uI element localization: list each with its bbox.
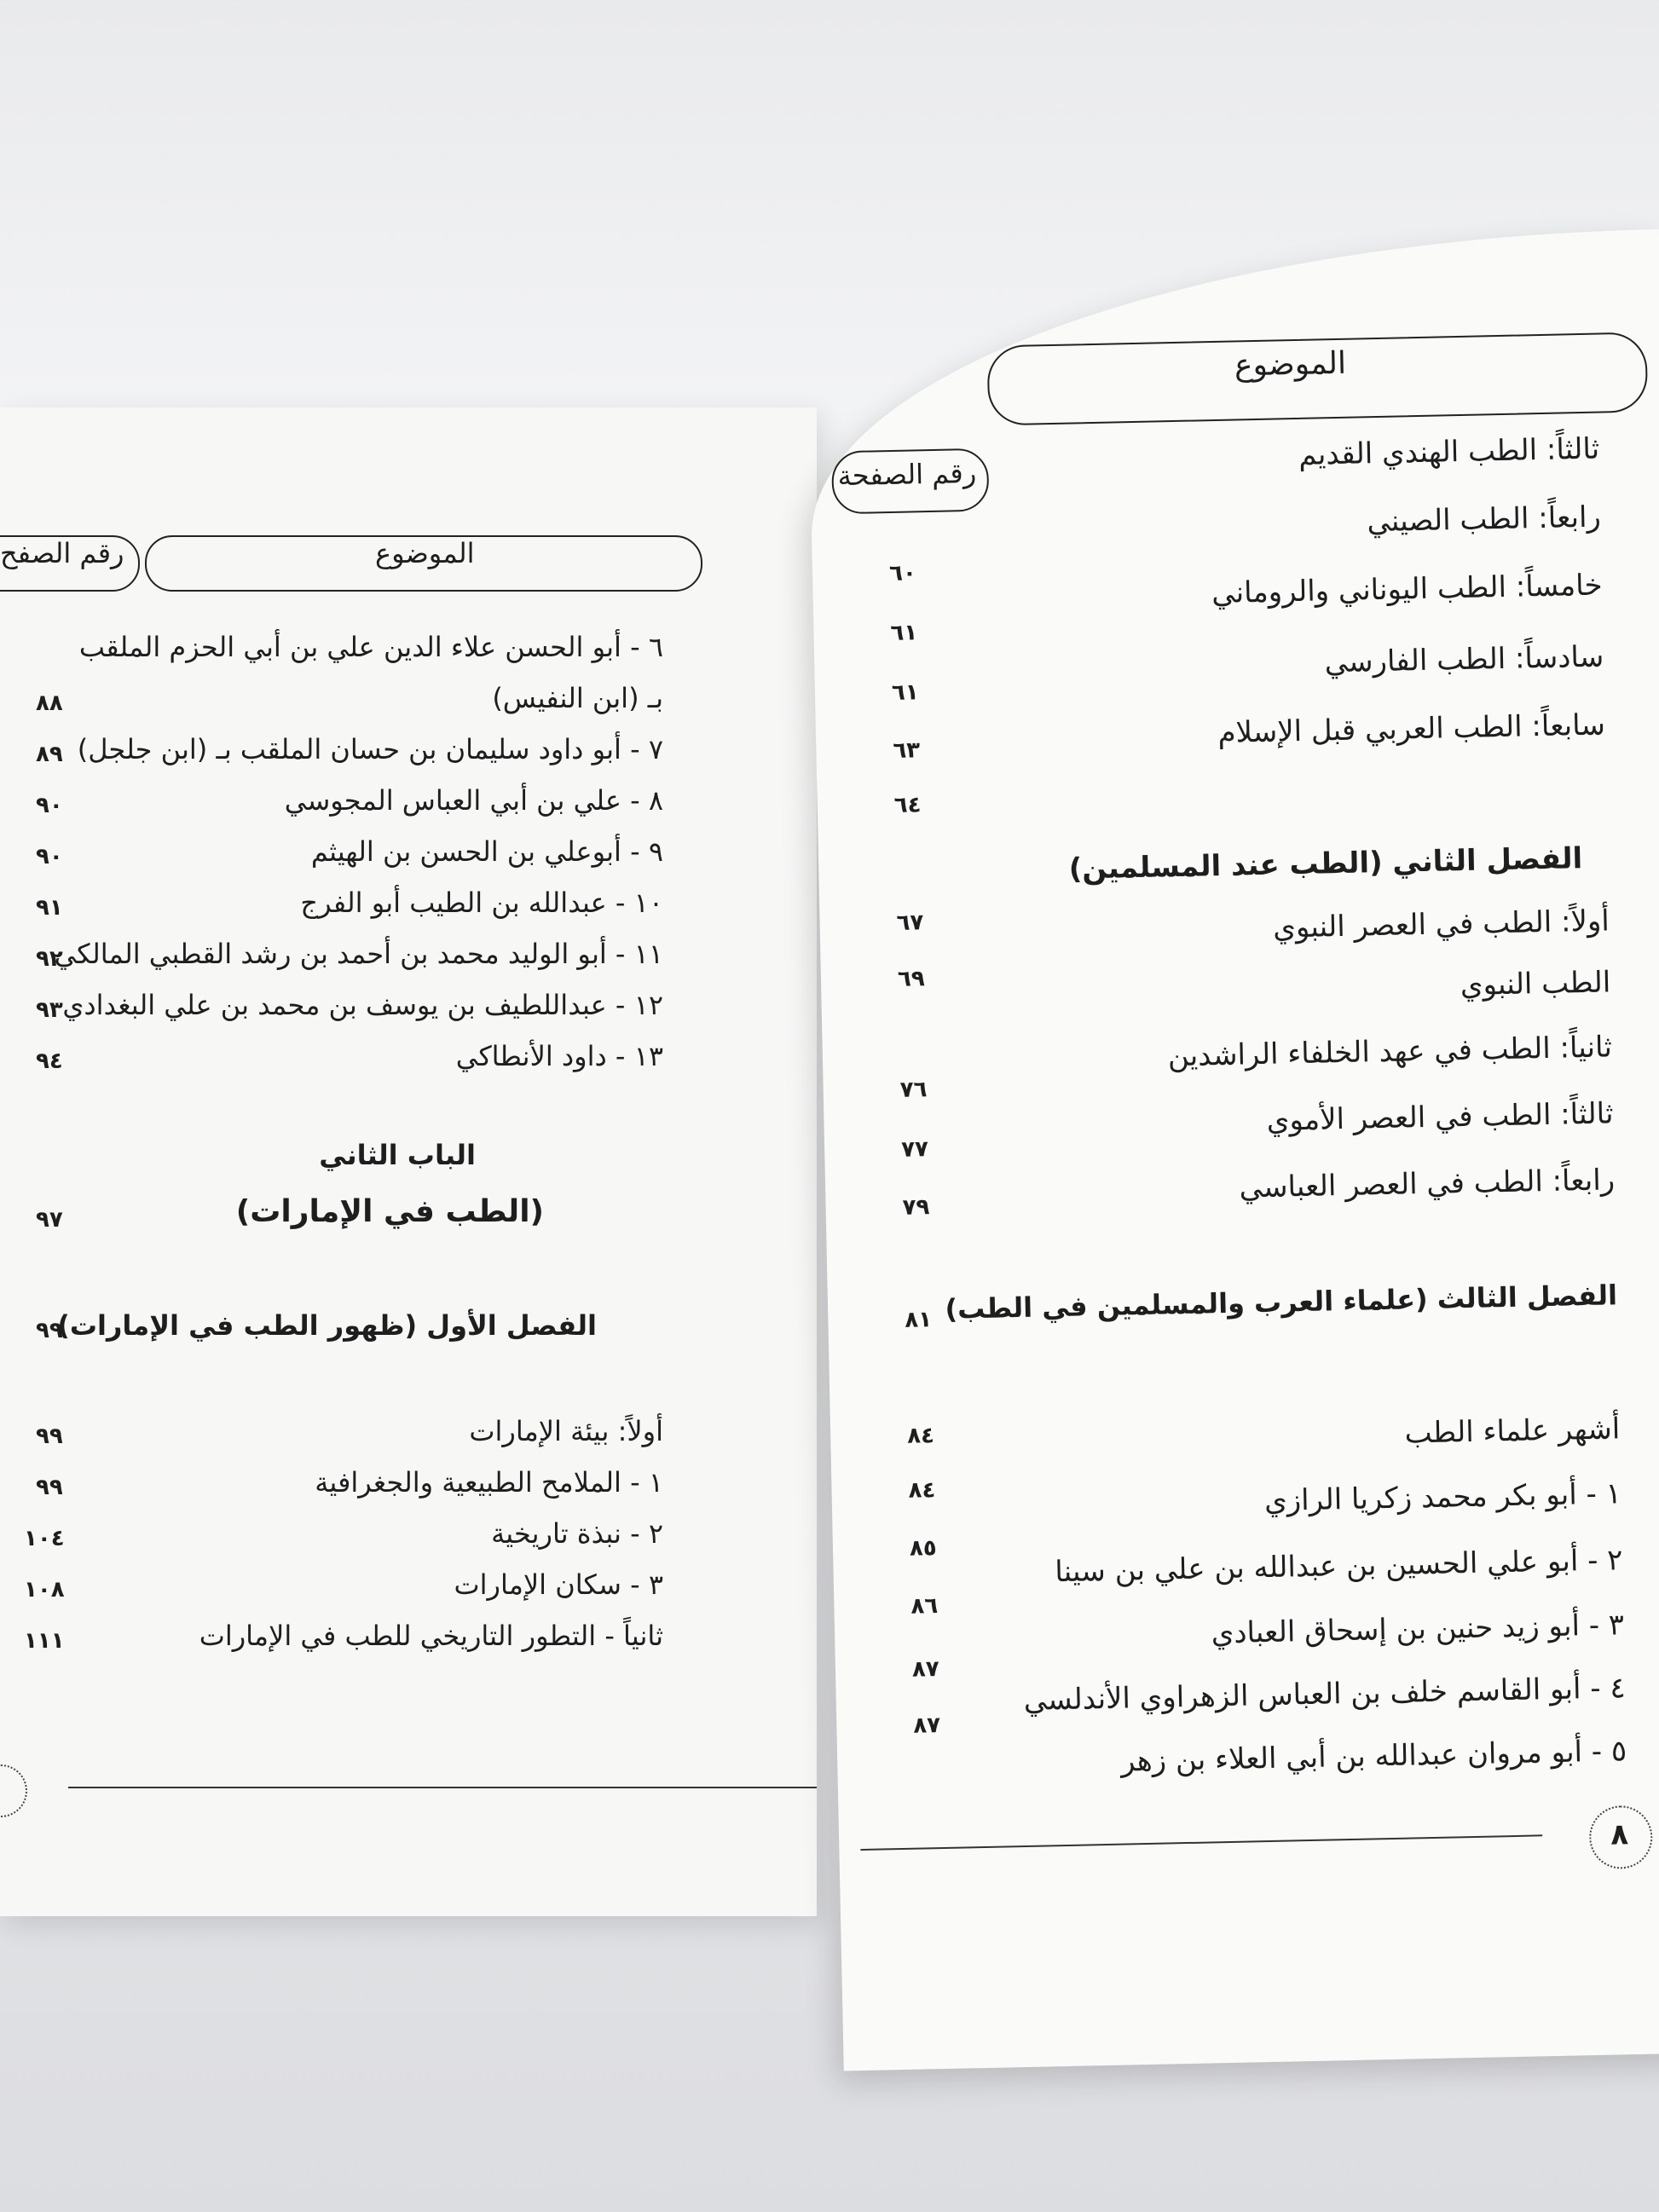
right-header-page-no: رقم الصفحة xyxy=(837,456,977,493)
left-entry-population: ٣ - سكان الإمارات xyxy=(454,1568,663,1601)
right-entry-greek: خامساً: الطب اليوناني والروماني xyxy=(1211,568,1603,611)
left-entry-development: ثانياً - التطور التاريخي للطب في الإمارات xyxy=(199,1620,663,1652)
left-entry-10: ١٠ - عبدالله بن الطيب أبو الفرج xyxy=(300,887,663,919)
left-page-num: ٨٨ xyxy=(36,690,63,716)
right-page-num: ٧٩ xyxy=(902,1194,930,1221)
right-entry-famous-scholars: أشهر علماء الطب xyxy=(1404,1412,1621,1451)
right-entry-arabic: سابعاً: الطب العربي قبل الإسلام xyxy=(1217,707,1606,750)
left-entry-8: ٨ - علي بن أبي العباس المجوسي xyxy=(284,784,663,817)
left-entry-geo: ١ - الملامح الطبيعية والجغرافية xyxy=(315,1466,663,1499)
right-entry-zahrawi: ٤ - أبو القاسم خلف بن العباس الزهراوي الأندلسي xyxy=(1023,1671,1627,1718)
left-page-num: ٩٩ xyxy=(36,1475,63,1500)
right-page-num: ٨٤ xyxy=(906,1423,935,1449)
right-page-num: ٦٧ xyxy=(896,910,924,936)
left-page-num: ٩٣ xyxy=(36,997,63,1023)
right-entry-persian: سادساً: الطب الفارسي xyxy=(1324,639,1604,680)
right-entry-rashidun: ثانياً: الطب في عهد الخلفاء الراشدين xyxy=(1167,1030,1613,1074)
left-entry-13: ١٣ - داود الأنطاكي xyxy=(455,1040,663,1072)
right-entry-ibn-sina: ٢ - أبو علي الحسين بن عبدالله بن علي بن سينا xyxy=(1055,1543,1623,1590)
left-page-num: ١١١ xyxy=(24,1628,65,1654)
left-page-num: ١٠٨ xyxy=(24,1577,65,1603)
right-book-page xyxy=(806,229,1659,2071)
right-entry-ibn-zuhr: ٥ - أبو مروان عبدالله بن أبي العلاء بن زهر xyxy=(1120,1734,1627,1779)
left-entry-6-cont: بـ (ابن النفيس) xyxy=(492,682,663,714)
right-entry-indian: ثالثاً: الطب الهندي القديم xyxy=(1298,431,1600,472)
left-page-num: ٩٠ xyxy=(36,844,63,869)
right-page-num: ٨٦ xyxy=(910,1593,939,1620)
left-page-num: ٨٩ xyxy=(36,742,63,767)
left-entry-12: ١٢ - عبداللطيف بن يوسف بن محمد بن علي البغدادي xyxy=(62,989,663,1021)
right-page-num: ٦٣ xyxy=(893,737,921,764)
left-header-page-no: رقم الصفح xyxy=(0,537,124,569)
right-page-num: ٦٤ xyxy=(893,792,922,818)
left-entry-6: ٦ - أبو الحسن علاء الدين علي بن أبي الحزم الملقب xyxy=(78,631,663,663)
right-page-num: ٦١ xyxy=(891,679,920,706)
chapter-three-title: الفصل الثالث (علماء العرب والمسلمين في الطب) xyxy=(945,1279,1618,1325)
right-page-num: ٨٧ xyxy=(913,1712,941,1739)
right-header-subject: الموضوع xyxy=(1234,345,1347,384)
left-book-page xyxy=(0,407,817,1916)
right-page-num: ٦٠ xyxy=(888,560,917,587)
right-page-num: ٨٧ xyxy=(911,1656,940,1683)
right-entry-abbasid: رابعاً: الطب في العصر العباسي xyxy=(1239,1163,1616,1205)
right-page-num: ٦٩ xyxy=(897,966,926,992)
left-footer-rule xyxy=(68,1787,817,1788)
right-page-num: ٧٦ xyxy=(899,1077,928,1103)
part-two-title: الباب الثاني xyxy=(319,1139,476,1171)
right-page-number: ٨ xyxy=(1610,1817,1629,1852)
right-page-num: ٨٥ xyxy=(909,1535,938,1562)
left-page-num: ٩٧ xyxy=(36,1207,63,1233)
left-page-num: ٩٩ xyxy=(36,1318,63,1343)
left-page-num: ٩١ xyxy=(36,895,63,921)
left-entry-7: ٧ - أبو داود سليمان بن حسان الملقب بـ (ابن جلجل) xyxy=(77,733,663,765)
left-page-ornament xyxy=(0,1764,27,1817)
right-footer-rule xyxy=(860,1834,1542,1851)
right-page-num: ٧٧ xyxy=(900,1136,929,1163)
left-page-num: ٩٢ xyxy=(36,946,63,972)
right-entry-chinese: رابعاً: الطب الصيني xyxy=(1367,500,1602,540)
left-page-num: ٩٩ xyxy=(36,1424,63,1449)
chapter-one-title: الفصل الأول (ظهور الطب في الإمارات) xyxy=(57,1309,597,1342)
left-entry-11: ١١ - أبو الوليد محمد بن أحمد بن رشد القطبي المالكي xyxy=(54,938,663,970)
chapter-two-title: الفصل الثاني (الطب عند المسلمين) xyxy=(1068,841,1583,887)
left-page-num: ٩٤ xyxy=(36,1048,63,1074)
left-page-num: ١٠٤ xyxy=(24,1526,65,1551)
right-entry-prophetic-medicine: الطب النبوي xyxy=(1460,965,1611,1003)
left-page-num: ٩٠ xyxy=(36,793,63,818)
left-header-subject: الموضوع xyxy=(375,537,475,569)
left-entry-history: ٢ - نبذة تاريخية xyxy=(491,1517,663,1550)
right-page-num: ٦١ xyxy=(890,620,918,647)
right-page-num: ٨١ xyxy=(905,1307,933,1333)
left-entry-env: أولاً: بيئة الإمارات xyxy=(469,1415,663,1447)
right-entry-prophetic-era: أولاً: الطب في العصر النبوي xyxy=(1272,904,1610,945)
right-entry-razi: ١ - أبو بكر محمد زكريا الرازي xyxy=(1263,1476,1622,1519)
right-entry-umayyad: ثالثاً: الطب في العصر الأموي xyxy=(1266,1096,1614,1138)
left-entry-9: ٩ - أبوعلي بن الحسن بن الهيثم xyxy=(310,835,663,868)
part-two-subtitle: (الطب في الإمارات) xyxy=(235,1194,544,1229)
right-page-num: ٨٤ xyxy=(908,1477,936,1504)
right-entry-hunayn: ٣ - أبو زيد حنين بن إسحاق العبادي xyxy=(1211,1608,1625,1651)
